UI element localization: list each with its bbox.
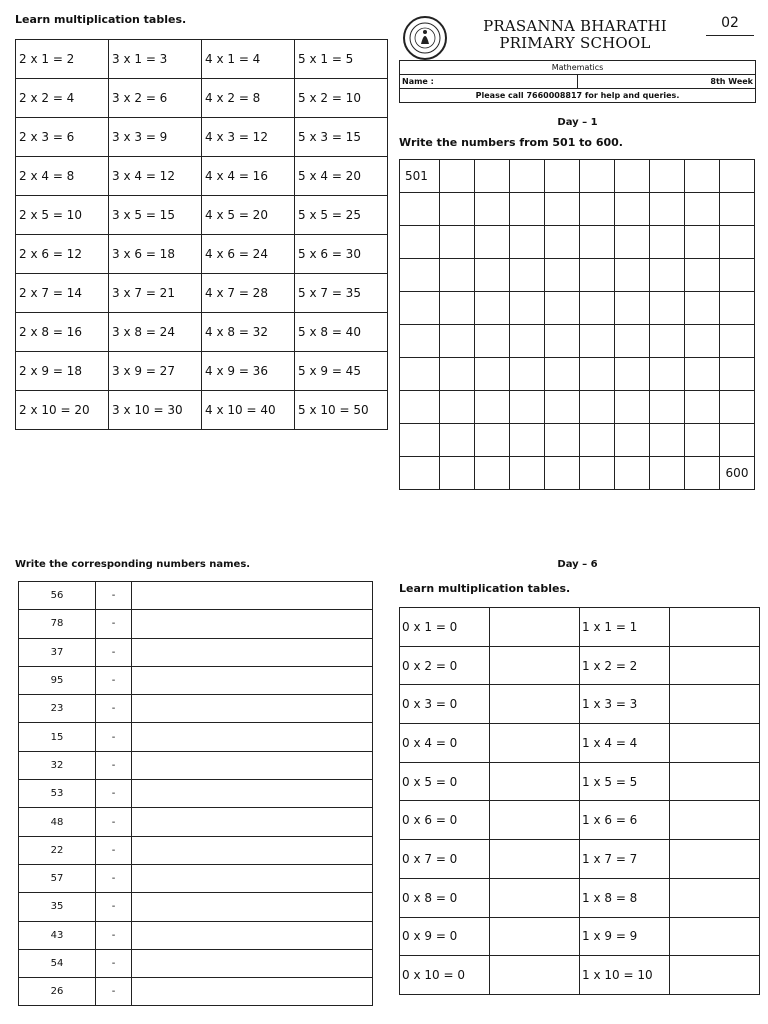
number-name-answer[interactable] [132, 836, 373, 864]
grid-cell[interactable] [440, 193, 475, 226]
dash-separator: - [96, 864, 132, 892]
number-value: 15 [19, 723, 96, 751]
table-cell: 3 x 2 = 6 [109, 79, 202, 118]
grid-cell[interactable] [580, 457, 615, 490]
grid-cell[interactable] [510, 358, 545, 391]
grid-cell[interactable] [545, 457, 580, 490]
table-cell: 3 x 4 = 12 [109, 157, 202, 196]
grid-cell[interactable] [475, 160, 510, 193]
grid-cell[interactable] [545, 358, 580, 391]
blank-cell[interactable] [490, 685, 580, 724]
table-cell: 0 x 3 = 0 [400, 685, 490, 724]
table-cell: 0 x 7 = 0 [400, 840, 490, 879]
number-value: 22 [19, 836, 96, 864]
table-cell: 4 x 6 = 24 [202, 235, 295, 274]
number-name-answer[interactable] [132, 695, 373, 723]
blank-cell[interactable] [490, 646, 580, 685]
grid-cell[interactable] [400, 193, 440, 226]
number-name-answer[interactable] [132, 723, 373, 751]
dash-separator: - [96, 949, 132, 977]
grid-cell[interactable] [685, 259, 720, 292]
table-row [16, 274, 388, 313]
dash-separator: - [96, 808, 132, 836]
grid-cell[interactable] [545, 325, 580, 358]
table-cell: 4 x 4 = 16 [202, 157, 295, 196]
blank-cell[interactable] [490, 608, 580, 647]
grid-cell[interactable] [440, 226, 475, 259]
table-cell: 0 x 8 = 0 [400, 878, 490, 917]
table-cell: 0 x 5 = 0 [400, 762, 490, 801]
table-cell: 4 x 5 = 20 [202, 196, 295, 235]
grid-cell[interactable] [475, 259, 510, 292]
grid-cell[interactable] [440, 325, 475, 358]
grid-cell[interactable] [580, 391, 615, 424]
grid-cell[interactable] [650, 160, 685, 193]
table-cell: 5 x 1 = 5 [295, 40, 388, 79]
grid-cell[interactable] [475, 391, 510, 424]
grid-cell[interactable] [685, 292, 720, 325]
table-cell: 1 x 2 = 2 [580, 646, 670, 685]
blank-cell[interactable] [670, 840, 760, 879]
number-name-row [19, 695, 373, 723]
number-value: 35 [19, 893, 96, 921]
table-cell: 3 x 5 = 15 [109, 196, 202, 235]
table-cell: 2 x 7 = 14 [16, 274, 109, 313]
number-value: 78 [19, 610, 96, 638]
table-cell: 4 x 3 = 12 [202, 118, 295, 157]
table-row [400, 801, 760, 840]
grid-cell[interactable] [685, 424, 720, 457]
grid-cell[interactable] [440, 160, 475, 193]
table-row [400, 685, 760, 724]
blank-cell[interactable] [670, 685, 760, 724]
table-cell: 5 x 7 = 35 [295, 274, 388, 313]
grid-cell[interactable] [650, 325, 685, 358]
grid-cell[interactable] [400, 424, 440, 457]
table-row [16, 118, 388, 157]
number-names-table [18, 581, 373, 1006]
table-row [16, 391, 388, 430]
number-name-row [19, 780, 373, 808]
grid-row [400, 424, 755, 457]
table-cell: 5 x 8 = 40 [295, 313, 388, 352]
grid-cell[interactable] [580, 160, 615, 193]
blank-cell[interactable] [670, 956, 760, 995]
table-row [16, 352, 388, 391]
number-name-answer[interactable] [132, 582, 373, 610]
number-name-row [19, 921, 373, 949]
grid-cell[interactable] [400, 226, 440, 259]
blank-cell[interactable] [670, 917, 760, 956]
grid-cell[interactable] [580, 226, 615, 259]
day1-instruction: Write the numbers from 501 to 600. [399, 136, 623, 149]
number-name-answer[interactable] [132, 978, 373, 1006]
grid-cell[interactable] [720, 160, 755, 193]
table-cell: 3 x 1 = 3 [109, 40, 202, 79]
dash-separator: - [96, 582, 132, 610]
number-name-answer[interactable] [132, 808, 373, 836]
grid-cell[interactable] [545, 391, 580, 424]
grid-cell[interactable] [720, 325, 755, 358]
grid-row [400, 292, 755, 325]
school-name-line2: PRIMARY SCHOOL [499, 34, 651, 52]
grid-cell[interactable] [615, 358, 650, 391]
table-cell: 1 x 4 = 4 [580, 724, 670, 763]
grid-cell[interactable] [545, 424, 580, 457]
table-cell: 0 x 10 = 0 [400, 956, 490, 995]
number-value: 53 [19, 780, 96, 808]
table-cell: 2 x 6 = 12 [16, 235, 109, 274]
number-value: 37 [19, 638, 96, 666]
grid-cell[interactable] [615, 160, 650, 193]
table-row [16, 196, 388, 235]
grid-row [400, 259, 755, 292]
table-cell: 5 x 5 = 25 [295, 196, 388, 235]
grid-row [400, 226, 755, 259]
grid-row [400, 193, 755, 226]
grid-cell[interactable] [475, 226, 510, 259]
grid-cell[interactable] [440, 457, 475, 490]
grid-cell[interactable] [720, 226, 755, 259]
table-cell: 0 x 4 = 0 [400, 724, 490, 763]
grid-cell[interactable] [440, 424, 475, 457]
number-name-answer[interactable] [132, 638, 373, 666]
page-number: 02 [721, 15, 739, 31]
table-cell: 1 x 1 = 1 [580, 608, 670, 647]
blank-cell[interactable] [490, 724, 580, 763]
blank-cell[interactable] [670, 878, 760, 917]
table-cell: 2 x 1 = 2 [16, 40, 109, 79]
grid-cell[interactable] [615, 391, 650, 424]
table-cell: 5 x 3 = 15 [295, 118, 388, 157]
table-row [16, 235, 388, 274]
grid-cell[interactable] [545, 193, 580, 226]
school-name [462, 18, 688, 52]
table-cell: 1 x 10 = 10 [580, 956, 670, 995]
grid-cell[interactable] [440, 358, 475, 391]
table-cell: 2 x 4 = 8 [16, 157, 109, 196]
blank-cell[interactable] [490, 956, 580, 995]
dash-separator: - [96, 695, 132, 723]
dash-separator: - [96, 893, 132, 921]
help-line: Please call 7660008817 for help and queries. [400, 89, 756, 103]
table-row [400, 956, 760, 995]
number-value: 54 [19, 949, 96, 977]
table-cell: 2 x 3 = 6 [16, 118, 109, 157]
table-cell: 0 x 2 = 0 [400, 646, 490, 685]
number-value: 23 [19, 695, 96, 723]
number-name-row [19, 638, 373, 666]
number-name-row [19, 893, 373, 921]
number-value: 57 [19, 864, 96, 892]
grid-cell[interactable] [440, 292, 475, 325]
table-row [16, 157, 388, 196]
grid-cell[interactable]: 501 [400, 160, 440, 193]
number-name-row [19, 610, 373, 638]
grid-cell[interactable] [545, 292, 580, 325]
table-row [400, 724, 760, 763]
blank-cell[interactable] [670, 801, 760, 840]
blank-cell[interactable] [670, 646, 760, 685]
grid-cell[interactable] [510, 259, 545, 292]
blank-cell[interactable] [490, 917, 580, 956]
dash-separator: - [96, 666, 132, 694]
number-name-row [19, 949, 373, 977]
number-name-answer[interactable] [132, 666, 373, 694]
grid-cell[interactable] [400, 259, 440, 292]
number-name-answer[interactable] [132, 864, 373, 892]
grid-cell[interactable] [650, 292, 685, 325]
number-value: 95 [19, 666, 96, 694]
number-name-answer[interactable] [132, 751, 373, 779]
grid-cell[interactable] [615, 292, 650, 325]
table-cell: 3 x 8 = 24 [109, 313, 202, 352]
grid-row [400, 160, 755, 193]
table-row [400, 646, 760, 685]
week-label: 8th Week [578, 75, 756, 89]
grid-cell[interactable] [400, 325, 440, 358]
grid-row [400, 325, 755, 358]
grid-cell[interactable] [650, 391, 685, 424]
number-name-row [19, 723, 373, 751]
grid-cell[interactable] [615, 226, 650, 259]
grid-row [400, 457, 755, 490]
table-cell: 1 x 3 = 3 [580, 685, 670, 724]
grid-cell[interactable] [475, 292, 510, 325]
table-cell: 5 x 4 = 20 [295, 157, 388, 196]
grid-cell[interactable] [720, 391, 755, 424]
number-value: 43 [19, 921, 96, 949]
number-value: 48 [19, 808, 96, 836]
grid-cell[interactable] [615, 424, 650, 457]
dash-separator: - [96, 921, 132, 949]
name-field[interactable]: Name : [400, 75, 578, 89]
table-cell: 4 x 9 = 36 [202, 352, 295, 391]
table-cell: 1 x 6 = 6 [580, 801, 670, 840]
grid-cell[interactable] [510, 325, 545, 358]
grid-cell[interactable] [650, 259, 685, 292]
table-cell: 2 x 2 = 4 [16, 79, 109, 118]
grid-cell[interactable] [615, 259, 650, 292]
number-grid-501-600 [399, 159, 755, 490]
grid-cell[interactable] [545, 259, 580, 292]
table-cell: 1 x 8 = 8 [580, 878, 670, 917]
day1-label: Day – 1 [557, 117, 598, 128]
table-cell: 0 x 1 = 0 [400, 608, 490, 647]
grid-cell[interactable] [440, 259, 475, 292]
table-cell: 4 x 10 = 40 [202, 391, 295, 430]
table-cell: 5 x 9 = 45 [295, 352, 388, 391]
grid-cell[interactable] [400, 391, 440, 424]
grid-cell[interactable] [580, 424, 615, 457]
grid-cell[interactable] [580, 358, 615, 391]
subject-label: Mathematics [400, 61, 756, 75]
table-row [400, 878, 760, 917]
tables-heading: Learn multiplication tables. [15, 13, 187, 26]
grid-cell[interactable] [720, 259, 755, 292]
multiplication-table-0-1 [399, 607, 760, 995]
grid-cell[interactable] [510, 391, 545, 424]
table-cell: 3 x 3 = 9 [109, 118, 202, 157]
table-cell: 0 x 6 = 0 [400, 801, 490, 840]
grid-cell[interactable] [510, 424, 545, 457]
blank-cell[interactable] [670, 608, 760, 647]
day6-label: Day – 6 [557, 559, 598, 570]
grid-cell[interactable] [720, 424, 755, 457]
table-cell: 3 x 10 = 30 [109, 391, 202, 430]
table-row [16, 40, 388, 79]
school-name-line1: PRASANNA BHARATHI [483, 17, 667, 35]
grid-cell[interactable] [650, 226, 685, 259]
number-name-row [19, 978, 373, 1006]
dash-separator: - [96, 610, 132, 638]
dash-separator: - [96, 978, 132, 1006]
table-row [16, 79, 388, 118]
blank-cell[interactable] [670, 762, 760, 801]
grid-cell[interactable] [580, 259, 615, 292]
grid-cell[interactable] [580, 193, 615, 226]
page-number-underline [706, 35, 754, 36]
table-cell: 4 x 1 = 4 [202, 40, 295, 79]
number-name-row [19, 836, 373, 864]
table-row [400, 840, 760, 879]
table-cell: 2 x 5 = 10 [16, 196, 109, 235]
grid-cell[interactable] [475, 193, 510, 226]
grid-cell[interactable] [685, 193, 720, 226]
number-name-answer[interactable] [132, 780, 373, 808]
table-row [400, 608, 760, 647]
number-name-row [19, 864, 373, 892]
grid-cell[interactable] [685, 457, 720, 490]
grid-cell[interactable] [510, 160, 545, 193]
number-name-row [19, 808, 373, 836]
grid-cell[interactable] [475, 325, 510, 358]
grid-cell[interactable] [650, 358, 685, 391]
grid-cell[interactable] [650, 424, 685, 457]
blank-cell[interactable] [490, 801, 580, 840]
grid-cell[interactable] [580, 292, 615, 325]
table-cell: 5 x 6 = 30 [295, 235, 388, 274]
table-row [16, 313, 388, 352]
number-names-instruction: Write the corresponding numbers names. [15, 559, 251, 570]
table-cell: 0 x 9 = 0 [400, 917, 490, 956]
grid-cell[interactable] [685, 325, 720, 358]
grid-cell[interactable] [440, 391, 475, 424]
grid-cell[interactable] [510, 226, 545, 259]
blank-cell[interactable] [490, 878, 580, 917]
table-cell: 3 x 6 = 18 [109, 235, 202, 274]
table-cell: 4 x 7 = 28 [202, 274, 295, 313]
grid-cell[interactable]: 600 [720, 457, 755, 490]
number-name-answer[interactable] [132, 610, 373, 638]
table-cell: 2 x 10 = 20 [16, 391, 109, 430]
table-cell: 1 x 7 = 7 [580, 840, 670, 879]
grid-row [400, 358, 755, 391]
number-name-answer[interactable] [132, 893, 373, 921]
grid-cell[interactable] [685, 160, 720, 193]
table-cell: 4 x 2 = 8 [202, 79, 295, 118]
number-name-row [19, 582, 373, 610]
number-value: 26 [19, 978, 96, 1006]
grid-cell[interactable] [615, 325, 650, 358]
grid-cell[interactable] [720, 193, 755, 226]
table-cell: 2 x 8 = 16 [16, 313, 109, 352]
grid-cell[interactable] [720, 292, 755, 325]
table-cell: 5 x 10 = 50 [295, 391, 388, 430]
number-name-answer[interactable] [132, 921, 373, 949]
dash-separator: - [96, 780, 132, 808]
table-row [400, 762, 760, 801]
grid-cell[interactable] [400, 292, 440, 325]
grid-cell[interactable] [510, 193, 545, 226]
number-name-answer[interactable] [132, 949, 373, 977]
table-cell: 1 x 9 = 9 [580, 917, 670, 956]
grid-cell[interactable] [400, 358, 440, 391]
number-name-row [19, 666, 373, 694]
grid-cell[interactable] [510, 457, 545, 490]
header-info-box [399, 60, 756, 103]
table-cell: 3 x 7 = 21 [109, 274, 202, 313]
grid-cell[interactable] [475, 424, 510, 457]
number-value: 32 [19, 751, 96, 779]
grid-cell[interactable] [615, 193, 650, 226]
grid-cell[interactable] [475, 457, 510, 490]
blank-cell[interactable] [670, 724, 760, 763]
grid-cell[interactable] [685, 226, 720, 259]
table-row [400, 917, 760, 956]
grid-cell[interactable] [685, 358, 720, 391]
table-cell: 4 x 8 = 32 [202, 313, 295, 352]
grid-cell[interactable] [580, 325, 615, 358]
grid-cell[interactable] [545, 160, 580, 193]
multiplication-table-2-5 [15, 39, 388, 430]
day6-heading: Learn multiplication tables. [399, 582, 571, 595]
dash-separator: - [96, 638, 132, 666]
table-cell: 2 x 9 = 18 [16, 352, 109, 391]
grid-cell[interactable] [615, 457, 650, 490]
table-cell: 1 x 5 = 5 [580, 762, 670, 801]
number-name-row [19, 751, 373, 779]
blank-cell[interactable] [490, 840, 580, 879]
dash-separator: - [96, 751, 132, 779]
grid-cell[interactable] [720, 358, 755, 391]
school-logo [403, 16, 447, 60]
grid-cell[interactable] [475, 358, 510, 391]
grid-cell[interactable] [650, 193, 685, 226]
grid-row [400, 391, 755, 424]
number-value: 56 [19, 582, 96, 610]
grid-cell[interactable] [545, 226, 580, 259]
grid-cell[interactable] [650, 457, 685, 490]
table-cell: 3 x 9 = 27 [109, 352, 202, 391]
grid-cell[interactable] [510, 292, 545, 325]
grid-cell[interactable] [400, 457, 440, 490]
table-cell: 5 x 2 = 10 [295, 79, 388, 118]
dash-separator: - [96, 836, 132, 864]
blank-cell[interactable] [490, 762, 580, 801]
grid-cell[interactable] [685, 391, 720, 424]
dash-separator: - [96, 723, 132, 751]
